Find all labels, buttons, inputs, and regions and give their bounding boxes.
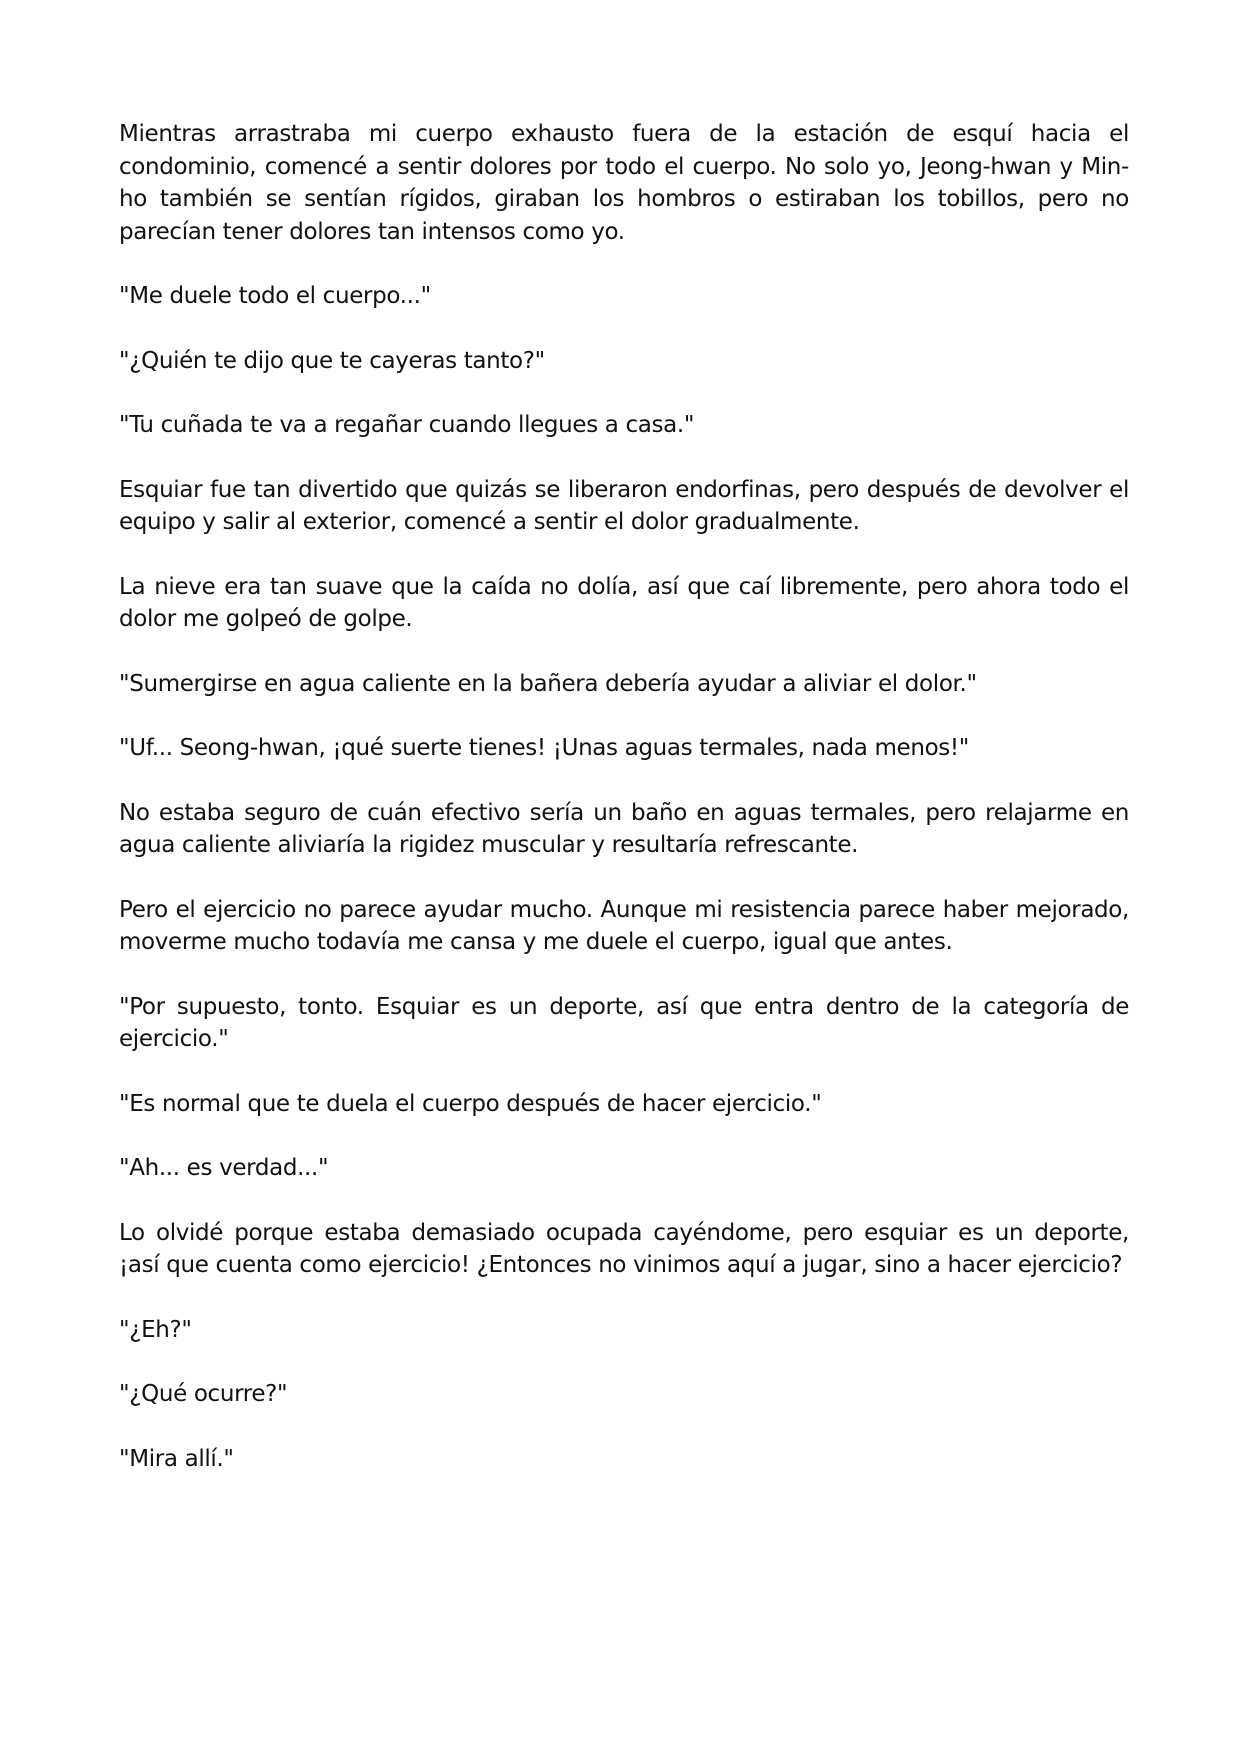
paragraph-3: "¿Quién te dijo que te cayeras tanto?" (119, 347, 545, 374)
paragraph-17: "Mira allí." (119, 1445, 234, 1472)
paragraph-9: No estaba seguro de cuán efectivo sería un baño en aguas termales, pero relajarme en agua caliente aliviaría la rigidez muscular y resultaría refrescante. (119, 799, 1129, 858)
paragraph-15: "¿Eh?" (119, 1316, 192, 1343)
paragraph-10: Pero el ejercicio no parece ayudar mucho. Aunque mi resistencia parece haber mejorado, moverme mucho todavía me cansa y me duele el cuerpo, igual que antes. (119, 896, 1129, 955)
paragraph-5: Esquiar fue tan divertido que quizás se liberaron endorfinas, pero después de devolver el equipo y salir al exterior, comencé a sentir el dolor gradualmente. (119, 476, 1129, 535)
document-page (119, 118, 1129, 1475)
paragraph-7: "Sumergirse en agua caliente en la bañera debería ayudar a aliviar el dolor." (119, 670, 977, 697)
paragraph-16: "¿Qué ocurre?" (119, 1381, 288, 1407)
paragraph-11: "Por supuesto, tonto. Esquiar es un deporte, así que entra dentro de la categoría de ejercicio." (119, 993, 1129, 1052)
paragraph-8: "Uf... Seong-hwan, ¡qué suerte tienes! ¡Unas aguas termales, nada menos!" (119, 735, 970, 761)
paragraph-12: "Es normal que te duela el cuerpo después de hacer ejercicio." (119, 1090, 822, 1117)
paragraph-2: "Me duele todo el cuerpo..." (119, 283, 431, 309)
paragraph-4: "Tu cuñada te va a regañar cuando llegues a casa." (119, 412, 695, 438)
paragraph-13: "Ah... es verdad..." (119, 1155, 329, 1181)
paragraph-14: Lo olvidé porque estaba demasiado ocupada cayéndome, pero esquiar es un deporte, ¡así que cuenta como ejercicio! ¿Entonces no vinimos aquí a jugar, sino a hacer ejercicio? (119, 1219, 1129, 1278)
paragraph-1: Mientras arrastraba mi cuerpo exhausto fuera de la estación de esquí hacia el condominio, comencé a sentir dolores por todo el cuerpo. No solo yo, Jeong-hwan y Min-ho también se sentían rígidos, giraban los hombros o estiraban los tobillos, pero no parecían tener dolores tan intensos como yo. (119, 121, 1129, 245)
paragraph-6: La nieve era tan suave que la caída no dolía, así que caí libremente, pero ahora todo el dolor me golpeó de golpe. (119, 573, 1129, 632)
